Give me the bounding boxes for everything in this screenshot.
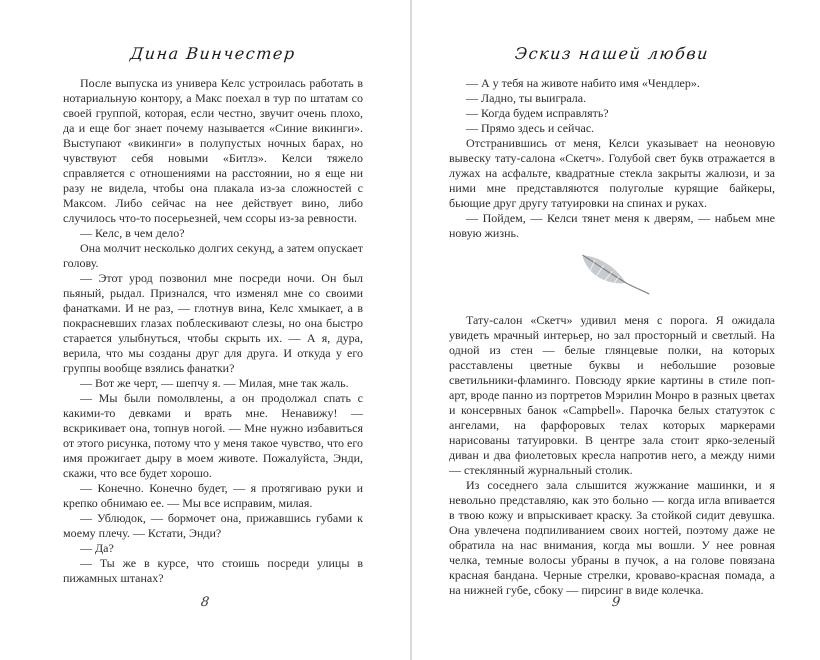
- paragraph: — Прямо здесь и сейчас.: [466, 121, 595, 135]
- paragraph: — Да?: [80, 541, 114, 555]
- right-page-text: [449, 76, 775, 598]
- paragraph: — Конечно. Конечно будет, — я протягиваю руки и крепко обнимаю ее. — Мы все исправим, милая.: [63, 481, 363, 510]
- paragraph: Из соседнего зала слышится жужжание машинки, и я невольно представляю, как это больно — когда игла впивается в твою кожу и впрыскивает краску. За стойкой сидит девушка. Она увлечена подпиливанием своих ногтей, поэтому даже не обратила на нас внимания, когда мы вошли. У нее ровная челка, темные волосы убраны в пучок, а на голове повязана красная бандана. Черные стрелки, кроваво-красная помада, а на нижней губе, сбоку — пирсинг в виде колечка.: [449, 478, 775, 597]
- paragraph: — Ладно, ты выиграла.: [466, 91, 587, 105]
- paragraph: — Келс, в чем дело?: [80, 226, 185, 240]
- page-number-left: 8: [200, 595, 210, 610]
- running-head-title: Эскиз нашей любви: [513, 44, 711, 63]
- right-page[interactable]: [410, 0, 820, 660]
- running-head-author: Дина Винчестер: [129, 44, 297, 63]
- paragraph: — Ублюдок, — бормочет она, прижавшись губами к моему плечу. — Кстати, Энди?: [63, 511, 363, 540]
- paragraph: — Этот урод позвонил мне посреди ночи. Он был пьяный, рыдал. Признался, что изменял мне со своими фанатками. И не раз, — глотнув вина, Келс хмыкает, а в покрасневших глазах поблескивают слезы, но она быстро старается улыбнуться, чтобы скрыть их. — А я, дура, верила, что мы созданы друг для друга. И откуда у его группы вообще взялись фанатки?: [63, 271, 363, 375]
- section-divider: [449, 251, 775, 299]
- paragraph: — Мы были помолвлены, а он продолжал спать с какими-то девками и врать мне. Ненавижу! — вскрикивает она, топнув ногой. — Мне нужно избавиться от этого рисунка, потому что у меня такое чувство, что его имя прожигает дыру в моем животе. Пожалуйста, Энди, скажи, что все будет хорошо.: [63, 391, 363, 480]
- page-number-right: 9: [611, 595, 621, 610]
- paragraph: — Вот же черт, — шепчу я. — Милая, мне так жаль.: [80, 376, 349, 390]
- paragraph: — Когда будем исправлять?: [466, 106, 609, 120]
- paragraph: — А у тебя на животе набито имя «Чендлер».: [466, 76, 700, 90]
- paragraph: Тату-салон «Скетч» удивил меня с порога. Я ожидала увидеть мрачный интерьер, но зал просторный и светлый. На одной из стен — белые глянцевые полки, на которых расставлены цветные буквы и небольшие розовые светильники-фламинго. Повсюду яркие картины в стиле поп-арт, вроде панно из портретов Мэрилин Монро в разных цветах и консервных банок «Campbell». Парочка белых статуэток с ангелами, на фарфоровых телах которых маркерами нарисованы татуировки. В центре зала стоит ярко-зеленый диван и два фиолетовых кресла напротив него, а между ними — стеклянный журнальный столик.: [449, 313, 775, 477]
- paragraph: После выпуска из универа Келс устроилась работать в нотариальную контору, а Макс поехал в тур по штатам со своей группой, которая, если честно, звучит очень плохо, да и еще бог знает почему называется «Синие викинги». Выступают «викинги» в полупустых ночных барах, но чувствуют себя новыми «Битлз». Келси тяжело справляется с отношениями на расстоянии, но я еще ни разу не видела, чтобы она плакала из-за сложностей с Максом. Либо сейчас на нее действует вино, либо случилось что-то посерьезней, чем ссоры из-за ревности.: [63, 76, 363, 225]
- paragraph: — Пойдем, — Келси тянет меня к дверям, — набьем мне новую жизнь.: [449, 211, 775, 240]
- left-page-text: [63, 76, 363, 586]
- paragraph: Отстранившись от меня, Келси указывает на неоновую вывеску тату-салона «Скетч». Голубой свет букв отражается в лужах на асфальте, квадратные стекла закрыты жалюзи, и за ними мне представляются полуголые курящие байкеры, бьющие друг другу татуировки на спинах и руках.: [449, 136, 775, 210]
- paragraph: Она молчит несколько долгих секунд, а затем опускает голову.: [63, 241, 363, 270]
- feather-icon: [566, 266, 658, 283]
- paragraph: — Ты же в курсе, что стоишь посреди улицы в пижамных штанах?: [63, 556, 363, 585]
